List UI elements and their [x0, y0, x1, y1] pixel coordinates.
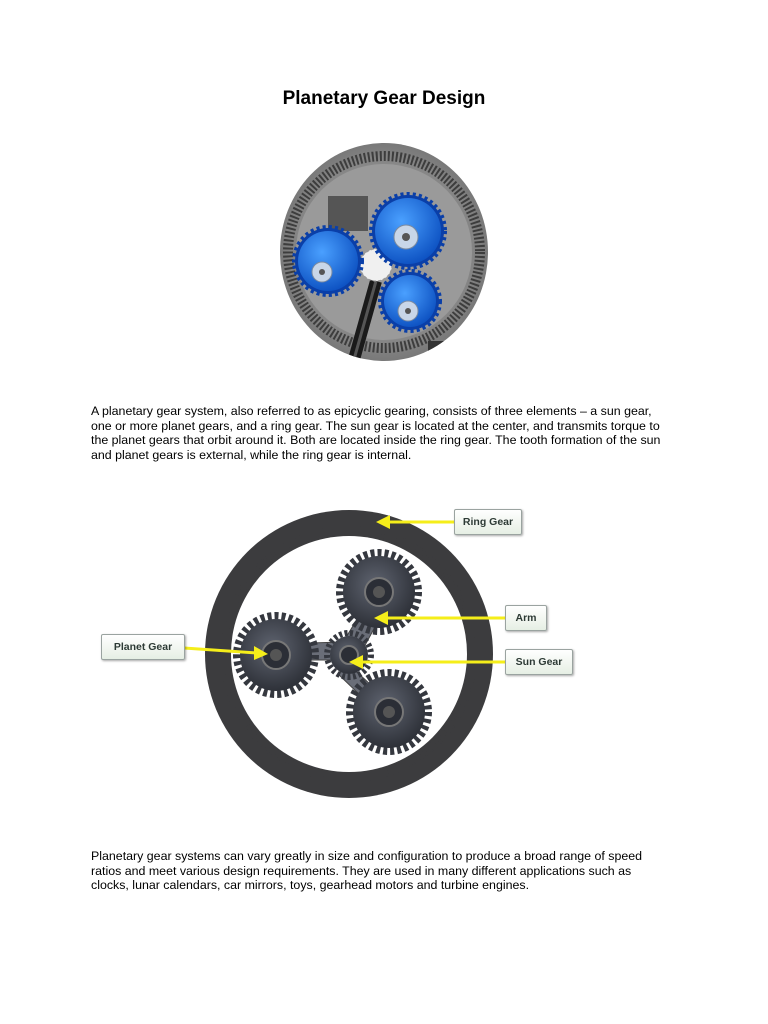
planet-gear-label: Planet Gear [101, 634, 185, 660]
ring-gear-label: Ring Gear [454, 509, 522, 535]
arm-label: Arm [505, 605, 547, 631]
intro-paragraph: A planetary gear system, also referred to as epicyclic gearing, consists of three elements – a sun gear, one or more planet gears, and a ring gear. The sun gear is located at the center, and transmits torque to the planet gears that orbit around it. Both are located inside the ring gear. The tooth formation of the sun and planet gears is external, while the ring gear is internal. [91, 404, 661, 462]
page-title: Planetary Gear Design [282, 88, 486, 109]
applications-paragraph: Planetary gear systems can vary greatly in size and configuration to produce a broad range of speed ratios and meet various design requirements. They are used in many different applications such as clocks, lunar calendars, car mirrors, toys, gearhead motors and turbine engines. [91, 849, 643, 892]
sun-gear-label: Sun Gear [505, 649, 573, 675]
gearbox-photo [278, 141, 490, 363]
